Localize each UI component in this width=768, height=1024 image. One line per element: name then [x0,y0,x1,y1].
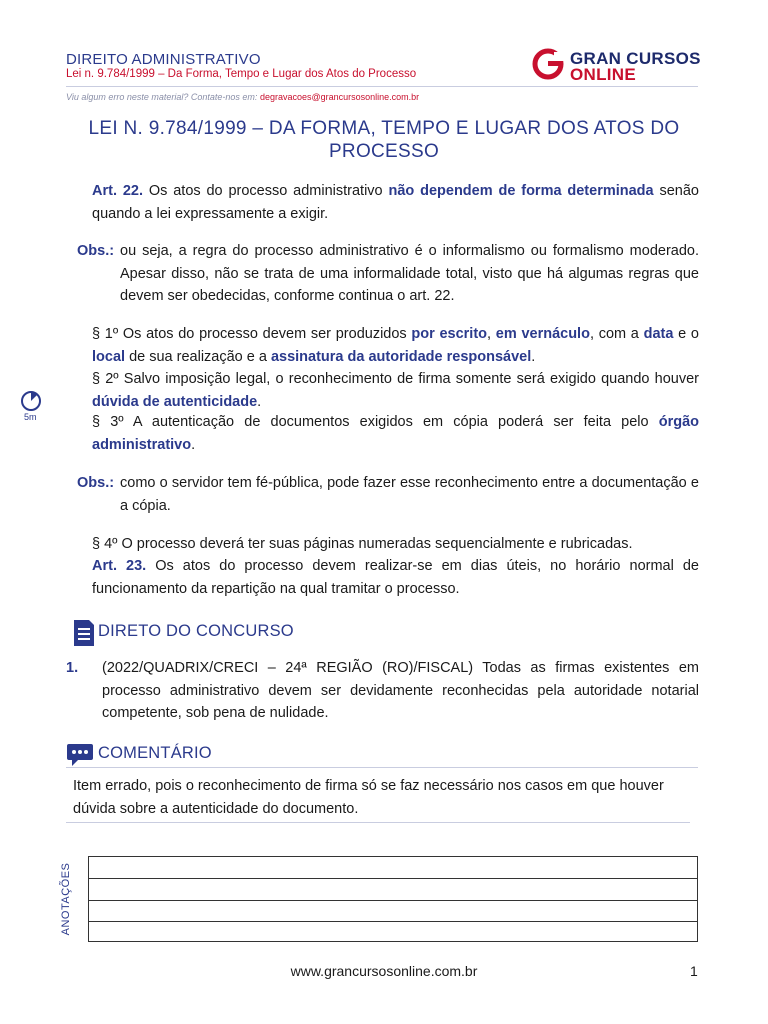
p1-highlight-escrito: por escrito [411,326,488,342]
notes-box[interactable] [88,856,698,942]
observation-1 [66,240,699,308]
header-subject: DIREITO ADMINISTRATIVO [66,51,261,68]
logo-line1: GRAN CURSOS [570,49,701,68]
p2-text: § 2º Salvo imposição legal, o reconhecimento de firma somente será exigido quando houver [92,371,699,387]
question-number: 1. [66,660,79,676]
p1-highlight-assinatura: assinatura da autoridade responsável [270,348,532,365]
p1-text: § 1º Os atos do processo devem ser produzidos [92,326,412,342]
article-22-highlight: não dependem de forma determinada [388,183,654,199]
notes-line [89,921,697,922]
header-divider [66,86,698,87]
page-number: 1 [690,963,698,979]
observation-1-label: Obs.: [77,243,115,259]
contact-email-link[interactable]: degravacoes@grancursosonline.com.br [259,92,420,102]
footer-url[interactable]: www.grancursosonline.com.br [290,963,478,979]
p2-end: . [257,393,262,410]
comentario-text: Item errado, pois o reconhecimento de firma só se faz necessário nos casos em que houver dúvida sobre a autenticidade do documento. [73,778,664,817]
paragraph-3 [66,411,699,456]
comentario-divider-top [66,767,698,768]
comentario-heading-label: COMENTÁRIO [98,744,212,762]
p4-text: § 4º O processo deverá ter suas páginas numeradas sequencialmente e rubricadas. [92,536,633,552]
paragraph-2 [66,368,699,413]
article-22 [66,180,699,225]
p1-highlight-vernaculo: em vernáculo [495,326,590,342]
question-1 [66,657,699,725]
p3-highlight: órgão administrativo [92,414,699,453]
p2-highlight: dúvida de autenticidade [92,393,258,410]
page-title: LEI N. 9.784/1999 – DA FORMA, TEMPO E LUGAR DOS ATOS DO PROCESSO [88,118,680,162]
brand-logo [532,48,702,84]
logo-line2: ONLINE [570,65,637,84]
comment-bubble-icon [66,742,94,768]
logo-g-icon [532,48,564,80]
p1-highlight-local: local [92,348,126,365]
notes-label [52,856,80,942]
question-text: (2022/QUADRIX/CRECI – 24ª REGIÃO (RO)/FISCAL) Todas as firmas existentes em processo administrativo devem ser devidamente reconhecidas pela autoridade notarial competente, sob pena de nulidade. [102,660,699,721]
article-22-text-end: senão quando a lei expressamente a exigir. [92,183,699,222]
paragraph-1 [66,323,699,368]
p1-highlight-data: data [643,326,674,342]
observation-2-label: Obs.: [77,475,115,491]
p3-text: § 3º A autenticação de documentos exigidos em cópia poderá ser feita pelo [92,414,659,430]
p1-text-2: , com a [589,326,644,342]
article-22-text: Os atos do processo administrativo [142,183,389,199]
p1-sep: , [487,326,496,342]
article-23 [66,555,699,600]
header-lesson: Lei n. 9.784/1999 – Da Forma, Tempo e Lugar dos Atos do Processo [66,68,417,80]
observation-2-text: como o servidor tem fé-pública, pode fazer esse reconhecimento entre a documentação e a cópia. [120,475,699,514]
paragraph-4 [66,533,699,556]
p1-text-4: de sua realização e a [125,348,271,365]
notes-label-text: ANOTAÇÕES [60,862,72,936]
timer-label: 5m [24,412,37,422]
article-22-label: Art. 22. [92,183,143,199]
contact-prefix: Viu algum erro neste material? Contate-nos em: [66,92,260,102]
observation-2 [66,472,699,517]
article-23-label: Art. 23. [92,558,147,574]
p3-end: . [191,436,196,453]
notes-line [89,900,697,901]
article-23-text: Os atos do processo devem realizar-se em dias úteis, no horário normal de funcionamento da repartição na qual tramitar o processo. [92,558,699,597]
document-icon [72,618,96,648]
header-contact [66,92,419,102]
comentario-divider-bottom [66,822,690,823]
notes-line [89,878,697,879]
p1-end: . [531,348,536,365]
observation-1-text: ou seja, a regra do processo administrativo é o informalismo ou formalismo moderado. Apesar disso, não se trata de uma informalidade total, visto que há algumas regras que devem ser obedecidas, conforme continua o art. 22. [120,243,699,304]
p1-text-3: e o [673,326,699,342]
direto-heading-label: DIRETO DO CONCURSO [98,622,294,640]
